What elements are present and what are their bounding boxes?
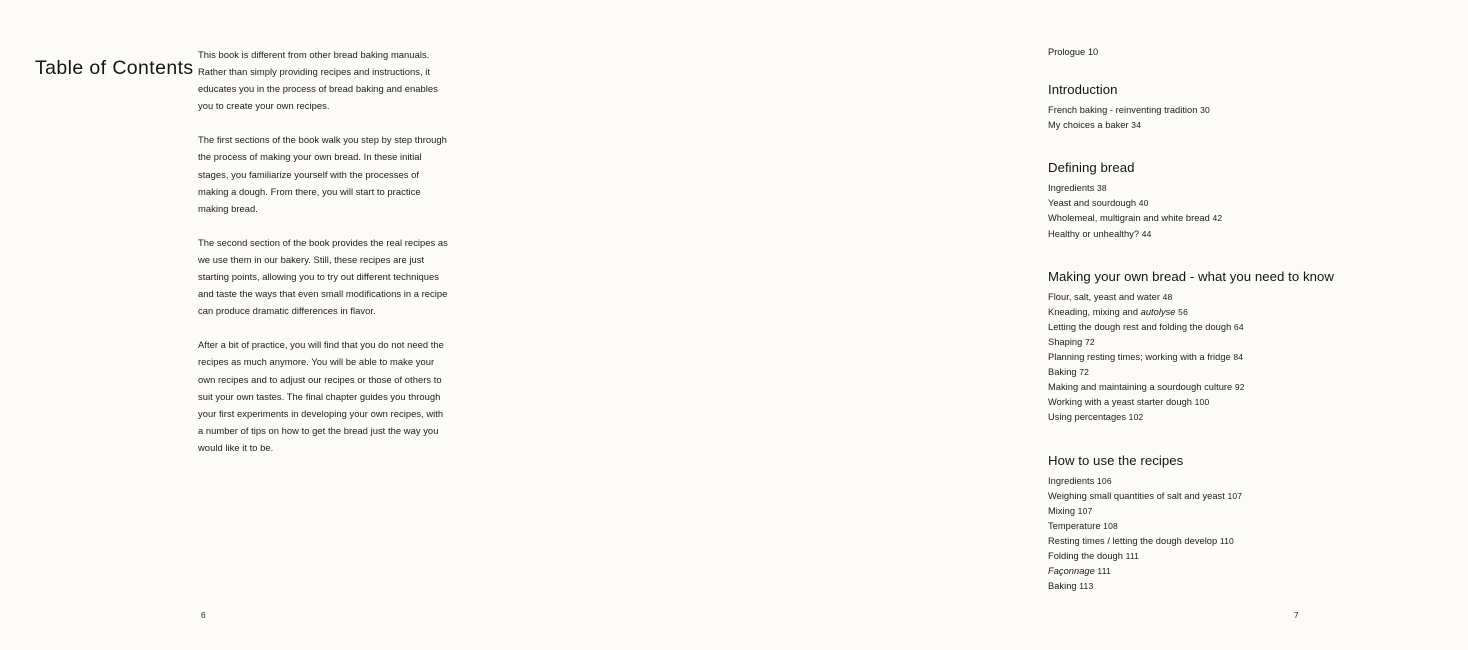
toc-entry-page-number: 40 [1138, 198, 1149, 209]
intro-paragraph: The first sections of the book walk you step by step through the process of making your own bread. In these initial stages, you familiarize yourself with the processes of making a dough. From there, you will start to practice making bread. [198, 134, 447, 214]
toc-entry-label: Ingredients [1048, 475, 1095, 486]
toc-entry-label: Planning resting times; working with a fridge [1048, 352, 1231, 363]
toc-entry-label: Temperature [1048, 520, 1101, 531]
toc-entry-page-number: 72 [1079, 367, 1090, 378]
toc-entry-page-number: 106 [1096, 475, 1112, 486]
toc-entry-label: Flour, salt, yeast and water [1048, 291, 1160, 302]
toc-section [1048, 453, 1468, 595]
toc-entry[interactable] [1048, 227, 1468, 242]
toc-entry-label: Wholemeal, multigrain and white bread [1048, 213, 1210, 224]
toc-section-heading[interactable]: How to use the recipes [1048, 452, 1184, 468]
toc-entry[interactable] [1048, 579, 1468, 594]
toc-entry-page-number: 44 [1141, 228, 1152, 239]
toc-entry-label: Prologue [1048, 47, 1086, 57]
toc-entry[interactable] [1048, 534, 1468, 549]
toc-entry-page-number: 48 [1162, 291, 1173, 302]
toc-section-heading[interactable]: Making your own bread - what you need to know [1048, 268, 1334, 284]
toc-entry-label: Weighing small quantities of salt and yeast [1048, 490, 1225, 501]
toc-entry-page-number: 102 [1128, 412, 1144, 423]
toc-entry[interactable] [1048, 365, 1468, 380]
toc-entry-label: Resting times / letting the dough develop [1048, 535, 1218, 546]
folio-right: 7 [1294, 611, 1299, 620]
toc-entry-page-number: 56 [1178, 306, 1188, 317]
toc-entry-label: Making and maintaining a sourdough culture [1048, 382, 1233, 393]
intro-paragraph: The second section of the book provides the real recipes as we use them in our bakery. Still, these recipes are just starting points, allowing you to try out different techniques and taste the ways that even small modifications in a recipe can produce dramatic differences in flavor. [198, 236, 448, 317]
toc-entry[interactable] [1048, 549, 1468, 564]
toc-entry-label: Baking [1048, 581, 1077, 592]
toc-entry[interactable] [1048, 380, 1468, 395]
toc-entry-page-number: 107 [1227, 490, 1243, 501]
intro-paragraph: This book is different from other bread baking manuals. Rather than simply providing recipes and instructions, it educates you in the process of bread baking and enables you to create your own recipes. [198, 49, 438, 112]
toc-entry[interactable] [1048, 211, 1468, 226]
page-title: Table of Contents [35, 57, 194, 80]
toc-entry-page-number: 92 [1234, 382, 1245, 393]
toc-entry[interactable] [1048, 410, 1468, 425]
toc-section [1048, 160, 1468, 241]
toc-entry-page-number: 10 [1087, 47, 1099, 57]
toc-entry[interactable] [1048, 489, 1468, 504]
toc-entry-label: Ingredients [1048, 183, 1095, 194]
table-of-contents-list [1048, 45, 1468, 594]
toc-section-heading[interactable]: Defining bread [1048, 160, 1135, 176]
toc-entry-page-number: 111 [1125, 550, 1140, 561]
toc-entry-label: Letting the dough rest and folding the dough [1048, 321, 1232, 332]
toc-entry[interactable] [1048, 103, 1468, 118]
toc-entry[interactable] [1048, 181, 1468, 196]
intro-paragraph: After a bit of practice, you will find that you do not need the recipes as much anymore. You will be able to make your own recipes and to adjust our recipes or those of others to suit your own tastes. The final chapter guides you through your first experiments in developing your own recipes, with a number of tips on how to get the bread just the way you would like it to be. [198, 339, 444, 453]
toc-entry[interactable] [1048, 118, 1468, 133]
toc-entry[interactable] [1048, 564, 1468, 579]
toc-entry[interactable] [1048, 290, 1468, 305]
toc-entry[interactable] [1048, 335, 1468, 350]
toc-entry[interactable] [1048, 196, 1468, 211]
toc-entry-label: Kneading, mixing and [1048, 306, 1141, 317]
toc-entry[interactable] [1048, 504, 1468, 519]
toc-entry-page-number: 111 [1097, 566, 1111, 577]
left-page [0, 0, 500, 650]
right-page [500, 0, 1334, 650]
toc-entry-page-number: 30 [1200, 105, 1210, 116]
toc-entry[interactable] [1048, 320, 1468, 335]
toc-entry[interactable] [1048, 519, 1468, 534]
toc-section [1048, 269, 1468, 426]
toc-entry-label: My choices a baker [1048, 120, 1129, 131]
toc-entry-label-italic: autolyse [1140, 306, 1176, 317]
toc-section-heading[interactable]: Introduction [1048, 82, 1118, 98]
toc-entry-page-number: 108 [1103, 520, 1118, 531]
toc-entry-page-number: 42 [1212, 213, 1223, 224]
toc-entry-label: Using percentages [1048, 412, 1127, 423]
toc-entry-page-number: 84 [1233, 352, 1244, 363]
toc-entry-page-number: 34 [1131, 120, 1142, 131]
toc-entry-page-number: 110 [1219, 535, 1234, 546]
toc-entry-label: Mixing [1048, 505, 1076, 516]
toc-entry-label: Folding the dough [1048, 550, 1123, 561]
introduction-text [198, 46, 449, 456]
toc-entry-label: French baking - reinventing tradition [1048, 105, 1198, 116]
toc-entry-label-italic: Façonnage [1048, 566, 1095, 577]
toc-entry-page-number: 100 [1194, 397, 1210, 408]
folio-left: 6 [201, 611, 206, 620]
toc-entry[interactable] [1048, 350, 1468, 365]
toc-entry-page-number: 107 [1077, 505, 1093, 516]
toc-entry-label: Yeast and sourdough [1048, 198, 1137, 209]
toc-entry-page-number: 113 [1079, 581, 1094, 592]
toc-entry[interactable] [1048, 395, 1468, 410]
toc-entry-label: Healthy or unhealthy? [1048, 228, 1140, 239]
toc-entry-label: Shaping [1048, 336, 1083, 347]
toc-entry-page-number: 38 [1096, 183, 1107, 194]
toc-entry-label: Working with a yeast starter dough [1048, 397, 1192, 408]
toc-section [1048, 82, 1468, 133]
toc-entry-label: Baking [1048, 367, 1077, 378]
toc-entry-page-number: 64 [1233, 321, 1244, 332]
toc-entry-prologue[interactable] [1048, 45, 1468, 60]
toc-entry-page-number: 72 [1084, 336, 1095, 347]
toc-entry[interactable] [1048, 474, 1468, 489]
toc-entry[interactable] [1048, 305, 1468, 320]
